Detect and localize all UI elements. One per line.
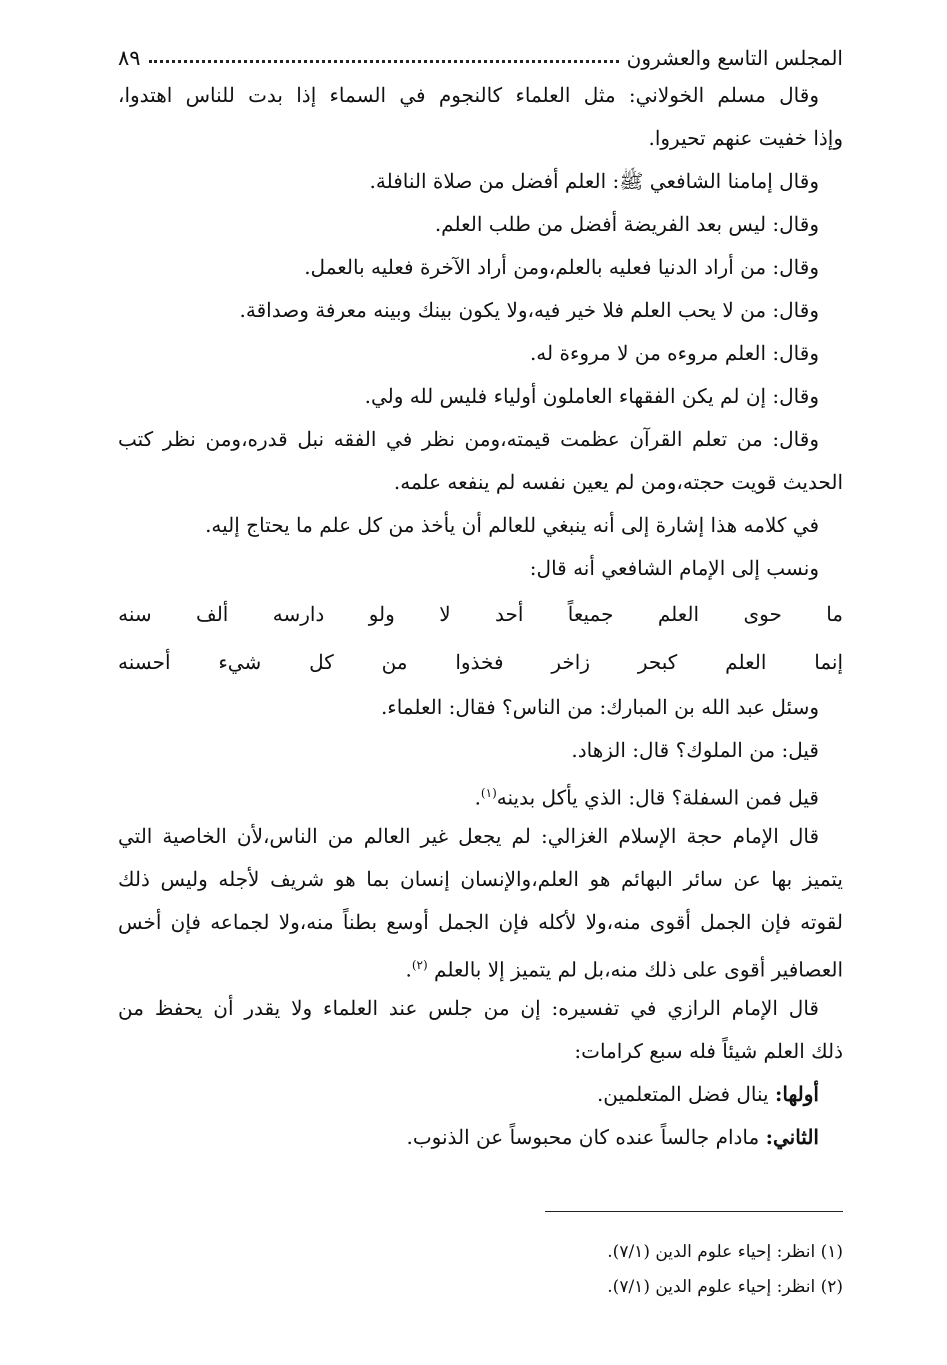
text-line: وقال: من أراد الدنيا فعليه بالعلم،ومن أراد الآخرة فعليه بالعمل. <box>304 255 819 279</box>
text-line: وقال: من تعلم القرآن عظمت قيمته،ومن نظر في الفقه نبل قدره،ومن نظر كتب <box>118 427 819 451</box>
text-line: وقال مسلم الخولاني: مثل العلماء كالنجوم في السماء إذا بدت للناس اهتدوا، <box>118 83 819 107</box>
footnote-ref-2: (٢) <box>411 958 428 972</box>
poem-word: زاخر <box>551 649 590 674</box>
poem-word: فخذوا <box>455 649 504 674</box>
text-line: يتميز بها عن سائر البهائم هو العلم،والإنسان إنسان بما هو شريف لأجله وليس ذلك <box>118 867 843 891</box>
footnotes <box>118 1235 843 1305</box>
page-number: ٨٩ <box>118 46 141 70</box>
poem-word: جميعاً <box>567 601 614 626</box>
text-line: وقال: من لا يحب العلم فلا خير فيه،ولا يكون بينك وبينه معرفة وصداقة. <box>239 298 819 322</box>
item-label: أولها: <box>774 1082 819 1106</box>
poem-word: ألف <box>196 601 229 626</box>
header-dot-leader <box>149 59 619 63</box>
poem-word: سنه <box>118 601 152 626</box>
text-line: وقال: ليس بعد الفريضة أفضل من طلب العلم. <box>434 212 819 236</box>
text-line: ذلك العلم شيئاً فله سبع كرامات: <box>574 1039 843 1063</box>
poem-word: ولو <box>368 601 395 626</box>
poem-word: دارسه <box>272 601 325 626</box>
poem-word: كل <box>309 649 334 674</box>
text-line: وقال إمامنا الشافعي ﷺ: العلم أفضل من صلاة النافلة. <box>369 169 819 193</box>
text-line: ونسب إلى الإمام الشافعي أنه قال: <box>529 556 819 580</box>
poem-verse-2 <box>118 638 843 686</box>
period: . <box>405 957 412 982</box>
text-line: لقوته فإن الجمل أقوى منه،ولا لأكله فإن الجمل أوسع بطناً منه،ولا لجماعه فإن أخس <box>118 910 843 934</box>
text-line <box>118 944 843 987</box>
text-line: قال الإمام الرازي في تفسيره: إن من جلس عند العلماء ولا يقدر أن يحفظ من <box>118 996 819 1020</box>
poem-word: العلم <box>657 601 700 626</box>
text-line: في كلامه هذا إشارة إلى أنه ينبغي للعالم أن يأخذ من كل علم ما يحتاج إليه. <box>205 513 819 537</box>
poem-word: لا <box>439 601 451 626</box>
list-item <box>118 1073 843 1116</box>
main-text <box>118 74 843 1159</box>
poem-word: من <box>381 649 408 674</box>
footnote-separator <box>545 1211 843 1212</box>
text-line: وقال: العلم مروءه من لا مروءة له. <box>529 341 819 365</box>
item-text: مادام جالساً عنده كان محبوساً عن الذنوب. <box>406 1125 766 1149</box>
poem-word: حوى <box>743 601 782 626</box>
item-text: ينال فضل المتعلمين. <box>596 1082 775 1106</box>
running-header <box>118 36 843 70</box>
text-line: الحديث قويت حجته،ومن لم يعين نفسه لم ينفعه علمه. <box>393 470 843 494</box>
text-line: وإذا خفيت عنهم تحيروا. <box>648 126 843 150</box>
text-line: وسئل عبد الله بن المبارك: من الناس؟ فقال: العلماء. <box>380 695 819 719</box>
poem-verse-1 <box>118 590 843 638</box>
item-label: الثاني: <box>765 1125 819 1149</box>
text-line: قيل: من الملوك؟ قال: الزهاد. <box>571 738 819 762</box>
text-span: قيل فمن السفلة؟ قال: الذي يأكل بدينه <box>496 785 819 810</box>
text-line: قال الإمام حجة الإسلام الغزالي: لم يجعل غير العالم من الناس،لأن الخاصية التي <box>118 824 819 848</box>
poem-word: أحد <box>494 601 524 626</box>
chapter-title: المجلس التاسع والعشرون <box>626 46 843 70</box>
poem-word: أحسنه <box>118 649 171 674</box>
footnote-2: (٢) انظر: إحياء علوم الدين (٧/١). <box>607 1277 843 1297</box>
text-line <box>118 772 843 815</box>
text-span: العصافير أقوى على ذلك منه،بل لم يتميز إلا بالعلم <box>434 957 843 982</box>
footnote-1: (١) انظر: إحياء علوم الدين (٧/١). <box>607 1242 843 1262</box>
poem-word: ما <box>826 601 843 626</box>
poem-word: شيء <box>218 649 262 674</box>
footnote-ref-1: (١) <box>480 786 497 800</box>
list-item <box>118 1116 843 1159</box>
poem-word: كبحر <box>637 649 678 674</box>
poem-word: العلم <box>725 649 767 674</box>
period: . <box>474 785 481 810</box>
poem-word: إنما <box>814 649 843 674</box>
text-line: وقال: إن لم يكن الفقهاء العاملون أولياء فليس لله ولي. <box>364 384 819 408</box>
